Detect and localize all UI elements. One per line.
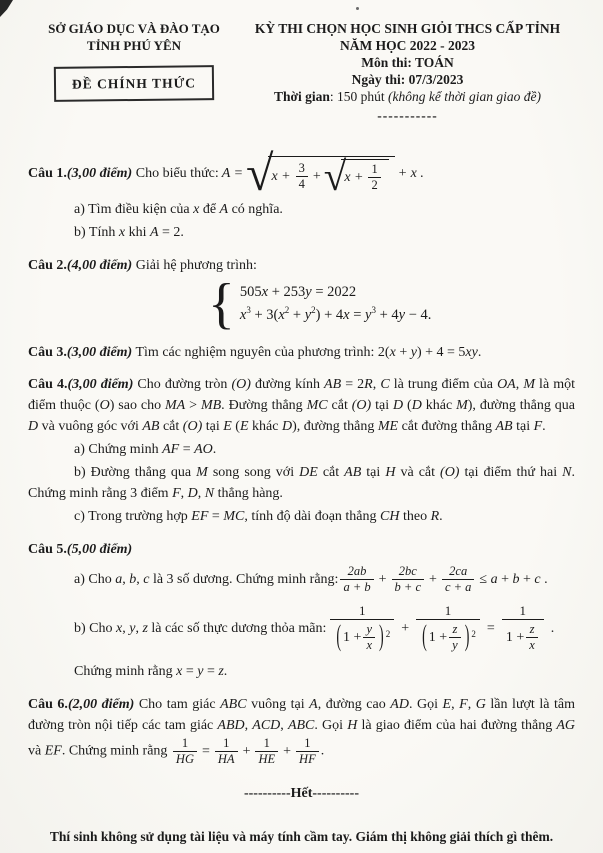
fraction-z-x [526,622,538,653]
authority-line1: SỞ GIÁO DỤC VÀ ĐÀO TẠO [48,21,220,36]
issuing-authority [28,20,240,124]
inequality-tail: ≤ a + b + c . [479,572,548,588]
exam-title-line2: NĂM HỌC 2022 - 2023 [340,38,475,53]
authority-line2: TỈNH PHÚ YÊN [86,38,182,53]
period: . [550,620,555,636]
question-4a: a) Chứng minh AF = AO. [74,442,217,458]
numerator: 1 [181,736,189,751]
numerator: 1 [359,603,366,619]
exponent: 2 [385,629,391,640]
end-marker: ----------Hết---------- [243,786,359,802]
denominator: x [526,637,538,653]
period: . [320,744,325,760]
numerator: 2ca [449,564,468,579]
formula-lhs: A = [221,166,244,181]
numerator: 1 [444,603,452,619]
question-4c: c) Trong trường hợp EF = MC, tính độ dài đoạn thẳng CH theo R. [74,509,443,525]
numerator: 1 [263,736,270,751]
exam-duration: Thời gian: 150 phút (không kể thời gian giao đề) [273,89,542,104]
fraction-2bc [392,564,424,595]
radical-sign: √ [246,145,274,201]
exam-title-block [240,20,575,124]
question-1b: b) Tính x khi A = 2. [74,225,184,240]
equation-2: $x^3 + 3(x^2 + y^2) + 4x = y^3 + 4y - 4$. [239,305,432,324]
fraction-z-y [449,622,461,653]
question-5: Câu 5.(5,00 điểm) [28,542,133,558]
denominator: b + c [392,579,424,595]
question-5-conclusion: Chứng minh rằng x = y = z. [74,664,228,680]
denominator [330,619,394,653]
numerator: y [366,622,373,637]
right-paren: ) [379,621,384,655]
base-term: 1 + [343,630,362,646]
denominator [416,619,480,653]
question-6-text: Câu 6.(2,00 điểm) Cho tam giác ABC vuông tại A, đường cao AD. Gọi E, F, G lần lượt là tâm đường tròn nội tiếp các tam giác ABD, ACD, ABC. Gọi H là giao điểm của hai đường thẳng AG và EF. Chứng minh rằng [28,697,576,760]
plus-operator: + [401,620,410,636]
plus-operator: + [312,168,321,184]
plus-operator: + [283,744,292,760]
right-paren: ) [464,621,470,655]
fraction-y-x [363,622,375,653]
equals-operator: = [486,620,495,636]
equals-operator: = [201,744,210,760]
fraction-1-HG [173,736,197,767]
base-term: 1 + [428,630,448,646]
fraction-1-HA [215,736,238,767]
question-1-text: Câu 1.(3,00 điểm) Cho biểu thức: [28,166,219,181]
fraction-1-HF [296,736,319,767]
official-exam-stamp: ĐỀ CHÍNH THỨC [54,65,214,102]
question-4b: b) Đường thẳng qua M song song với DE cắt AB tại H và cắt (O) tại điểm thứ hai N. Chứng minh rằng 3 điểm F, D, N thẳng hàng. [28,465,575,502]
denominator: HF [296,751,319,767]
fraction-1-HE [255,736,278,767]
denominator [502,619,544,653]
denominator: HE [255,751,278,767]
numerator: 1 [304,736,311,751]
separator-dashes: ----------- [377,108,438,123]
plus-operator: + [242,744,251,760]
denominator: c + a [442,579,474,595]
question-4: Câu 4.(3,00 điểm) Cho đường tròn (O) đường kính AB = 2R, C là trung điểm của OA, M là một điểm thuộc (O) sao cho MA > MB. Đường thẳng MC cắt (O) tại D (D khác M), đường thẳng qua D và vuông góc với AB cắt (O) tại E (E khác D), đường thẳng ME cắt đường thẳng AB tại F. [28,377,575,435]
question-3: Câu 3.(3,00 điểm) Tìm các nghiệm nguyên của phương trình: 2(x + y) + 4 = 5xy. [28,345,482,361]
big-fraction-3 [502,603,544,653]
numerator: z [529,622,535,637]
fraction-3-4 [296,161,308,192]
header [28,20,575,124]
question-5b [74,603,575,653]
term: x + [271,168,291,184]
numerator: z [452,622,458,637]
denominator: HG [173,751,197,767]
question-2 [28,255,575,335]
question-5a [74,564,575,595]
big-fraction-1 [330,603,394,653]
exam-rules-note: Thí sinh không sử dụng tài liệu và máy tính cầm tay. Giám thị không giải thích gì thêm. [49,829,554,845]
scan-artifact-speck [356,7,359,10]
denominator: HA [215,751,238,767]
equation-1: 505x + 253y = 2022 [239,284,357,301]
denominator: y [449,637,461,653]
numerator: 2bc [398,564,417,579]
question-1a: a) Tìm điều kiện của x để A có nghĩa. [74,202,283,217]
numerator: 2ab [347,564,367,579]
term: x + [344,170,364,185]
radical-sign: √ [323,153,347,200]
fraction-2ca [442,564,474,595]
numerator: 1 [371,162,378,176]
numerator: 1 [223,736,230,751]
numerator: 1 [519,603,527,619]
fraction-2ab [340,564,373,595]
left-paren: ( [336,621,342,655]
exam-subject: Môn thi: TOÁN [361,55,454,70]
denominator: 4 [296,176,308,192]
denominator: x [363,637,375,653]
exam-title-line1: KỲ THI CHỌN HỌC SINH GIỎI THCS CẤP TỈNH [254,21,561,36]
numerator: 3 [298,160,305,175]
plus-operator: + [378,572,387,588]
outer-radical [246,145,395,201]
question-5b-text: b) Cho x, y, z là các số thực dương thỏa mãn: [74,620,327,636]
base-term: 1 + [505,630,525,646]
formula-tail: + x . [397,166,424,181]
inner-radicand [341,159,388,193]
fraction-1-2 [368,162,380,193]
outer-radicand [268,153,394,200]
inner-radical [323,153,389,200]
question-1 [28,145,575,201]
denominator: a + b [340,579,373,595]
left-paren: ( [422,621,427,655]
plus-operator: + [429,572,437,588]
question-2-text: Câu 2.(4,00 điểm) Giải hệ phương trình: [28,258,257,273]
question-5a-text: a) Cho a, b, c là 3 số dương. Chứng minh rằng: [74,572,339,588]
scan-artifact-corner [0,0,13,17]
question-6 [28,694,575,767]
exam-date: Ngày thi: 07/3/2023 [351,72,464,87]
system-brace: { [208,273,235,335]
big-fraction-2 [416,603,480,653]
exponent: 2 [471,629,476,640]
denominator: 2 [368,177,380,193]
equation-system [208,273,575,335]
